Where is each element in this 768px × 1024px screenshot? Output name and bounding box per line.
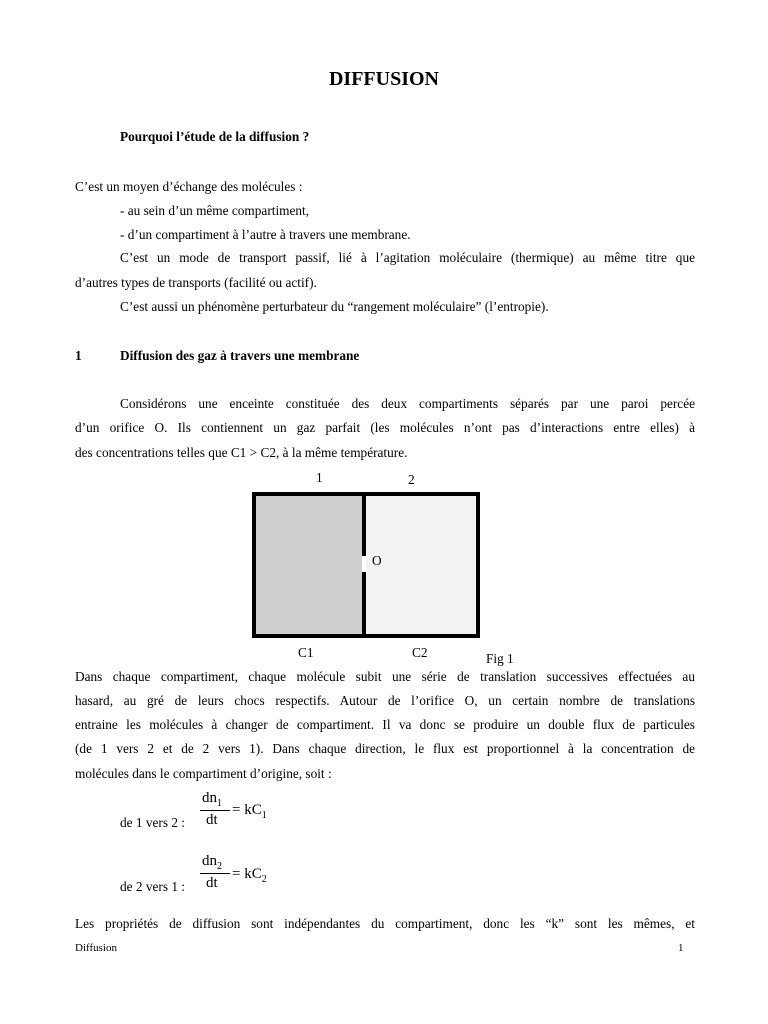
paragraph-line: molécules dans le compartiment d’origine, soit : (75, 766, 332, 781)
figure-caption: Fig 1 (486, 651, 514, 666)
paragraph-line: d’autres types de transports (facilité ou actif). (75, 275, 317, 290)
figure-label-c2: C2 (412, 645, 428, 660)
figure-label-c1: C1 (298, 645, 314, 660)
fraction-bar (200, 810, 230, 811)
paragraph-line: des concentrations telles que C1 > C2, à la même température. (75, 445, 408, 460)
paragraph-line: Considérons une enceinte constituée des deux compartiments séparés par une paroi percée (120, 396, 695, 411)
paragraph-line: C’est aussi un phénomène perturbateur du “rangement moléculaire” (l’entropie). (120, 299, 549, 314)
figure-label-compartment-2: 2 (408, 472, 415, 487)
equation-label: de 2 vers 1 : (120, 879, 185, 894)
intro-heading: Pourquoi l’étude de la diffusion ? (120, 129, 310, 144)
equation-denominator: dt (206, 875, 218, 891)
equation-label: de 1 vers 2 : (120, 815, 185, 830)
paragraph-line: C’est un mode de transport passif, lié à l’agitation moléculaire (thermique) au même titre que (120, 250, 695, 265)
equation-rhs: = $kC_1$ (232, 802, 267, 821)
compartment-1-fill (254, 494, 362, 636)
compartment-diagram (250, 490, 482, 640)
figure-label-compartment-1: 1 (316, 470, 323, 485)
equation-denominator: dt (206, 812, 218, 828)
equation-numerator: $dn_1$ (202, 790, 222, 809)
footer-title: Diffusion (75, 942, 117, 954)
paragraph-line: hasard, au gré de leurs chocs respectifs. Autour de l’orifice O, un certain nombre de translations (75, 693, 695, 708)
paragraph-line: Dans chaque compartiment, chaque molécule subit une série de translation successives effectuées au (75, 669, 695, 684)
paragraph-line: (de 1 vers 2 et de 2 vers 1). Dans chaque direction, le flux est proportionnel à la concentration de (75, 741, 695, 756)
paragraph-line: d’un orifice O. Ils contiennent un gaz parfait (les molécules n’ont pas d’interactions entre elles) à (75, 420, 695, 435)
bullet-item: - au sein d’un même compartiment, (120, 203, 310, 218)
paragraph-line: entraine les molécules à changer de compartiment. Il va donc se produire un double flux de particules (75, 717, 695, 732)
section-number: 1 (75, 348, 82, 363)
orifice-label: O (372, 553, 382, 568)
compartment-2-fill (366, 494, 478, 636)
intro-line: C’est un moyen d’échange des molécules : (75, 179, 303, 194)
paragraph-line: Les propriétés de diffusion sont indépendantes du compartiment, donc les “k” sont les mêmes, et (75, 916, 695, 931)
section-heading: Diffusion des gaz à travers une membrane (120, 348, 360, 363)
page-title: DIFFUSION (328, 68, 439, 90)
bullet-item: - d’un compartiment à l’autre à travers une membrane. (120, 227, 411, 242)
equation-numerator: $dn_2$ (202, 853, 222, 872)
fraction-bar (200, 873, 230, 874)
equation-rhs: = $kC_2$ (232, 866, 267, 885)
page-number: 1 (678, 942, 684, 954)
